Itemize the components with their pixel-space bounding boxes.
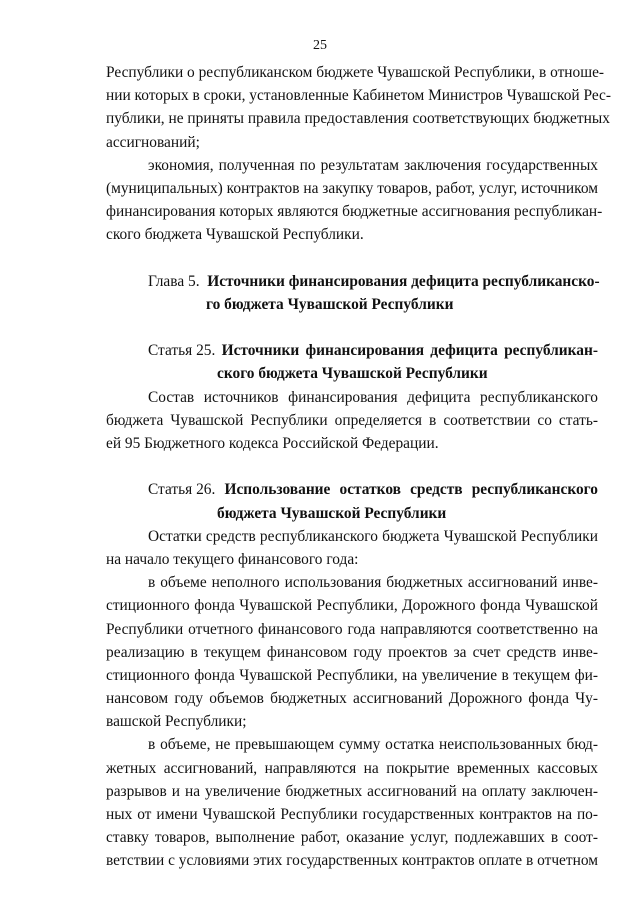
chapter-title-continuation: го бюджета Чувашской Республики [206, 295, 454, 313]
text-line: бюджета Чувашской Республики определяется в соответствии со стать- [106, 411, 598, 429]
chapter-heading [106, 270, 598, 316]
text-line: вашской Республики; [106, 713, 247, 731]
text-line: публики, не приняты правила предоставления соответствующих бюджетных [106, 110, 610, 128]
text-line: Состав источников финансирования дефицита республиканского [148, 388, 598, 406]
paragraph-continuation [106, 61, 612, 154]
text-line: стиционного фонда Чувашской Республики, на увеличение в текущем фи- [106, 666, 598, 684]
text-line: ных от имени Чувашской Республики государственных контрактов на по- [106, 806, 598, 823]
text-line: Остатки средств республиканского бюджета Чувашской Республики [148, 527, 598, 545]
text-line: стиционного фонда Чувашской Республики, Дорожного фонда Чувашской [106, 597, 598, 615]
text-line: ассигнований; [106, 133, 200, 151]
text-line: на начало текущего финансового года: [106, 550, 359, 568]
chapter-label: Глава 5. [148, 272, 200, 290]
text-line: в объеме, не превышающем сумму остатка неиспользованных бюд- [148, 736, 598, 754]
chapter-title: Источники финансирования дефицита республиканско- [207, 272, 600, 290]
article-26-heading [106, 478, 598, 524]
text-line: нансовом году объемов бюджетных ассигнований Дорожного фонда Чу- [106, 690, 598, 708]
article-25-heading [106, 339, 598, 385]
text-line: экономия, полученная по результатам заключения государственных [148, 156, 598, 174]
text-line: финансирования которых являются бюджетные ассигнования республикан- [106, 203, 603, 221]
article-title-continuation: бюджета Чувашской Республики [217, 504, 447, 522]
text-line: в объеме неполного использования бюджетных ассигнований инве- [148, 574, 598, 592]
text-line: ей 95 Бюджетного кодекса Российской Федерации. [106, 435, 439, 452]
text-line: жетных ассигнований, направляются на покрытие временных кассовых [106, 759, 598, 777]
article-26-item-2 [106, 733, 598, 872]
text-line: Республики о республиканском бюджете Чувашской Республики, в отноше- [106, 64, 605, 81]
page-number: 25 [313, 38, 327, 53]
text-line: реализацию в текущем финансовом году проектов за счет средств инве- [106, 643, 598, 661]
text-line: ского бюджета Чувашской Республики. [106, 226, 364, 244]
text-line: разрывов и на увеличение бюджетных ассигнований на оплату заключен- [106, 782, 598, 800]
text-line: нии которых в сроки, установленные Кабинетом Министров Чувашской Рес- [106, 87, 612, 105]
article-title: Использование остатков средств республиканского [224, 481, 598, 499]
paragraph-savings [106, 154, 603, 247]
article-title: Источники финансирования дефицита республикан- [221, 342, 598, 360]
article-25-body [106, 386, 598, 456]
article-label: Статья 26. [148, 481, 216, 499]
text-line: (муниципальных) контрактов на закупку товаров, работ, услуг, источником [106, 179, 598, 197]
text-line: ветствии с условиями этих государственных контрактов оплате в отчетном [106, 852, 598, 870]
article-label: Статья 25. [148, 342, 216, 360]
document-body [106, 61, 612, 873]
text-line: ставку товаров, выполнение работ, оказание услуг, подлежавших в соот- [106, 829, 598, 847]
article-26-intro [106, 525, 598, 571]
article-title-continuation: ского бюджета Чувашской Республики [217, 365, 488, 383]
text-line: Республики отчетного финансового года направляются соответственно на [106, 620, 598, 638]
article-26-item-1 [106, 571, 598, 733]
